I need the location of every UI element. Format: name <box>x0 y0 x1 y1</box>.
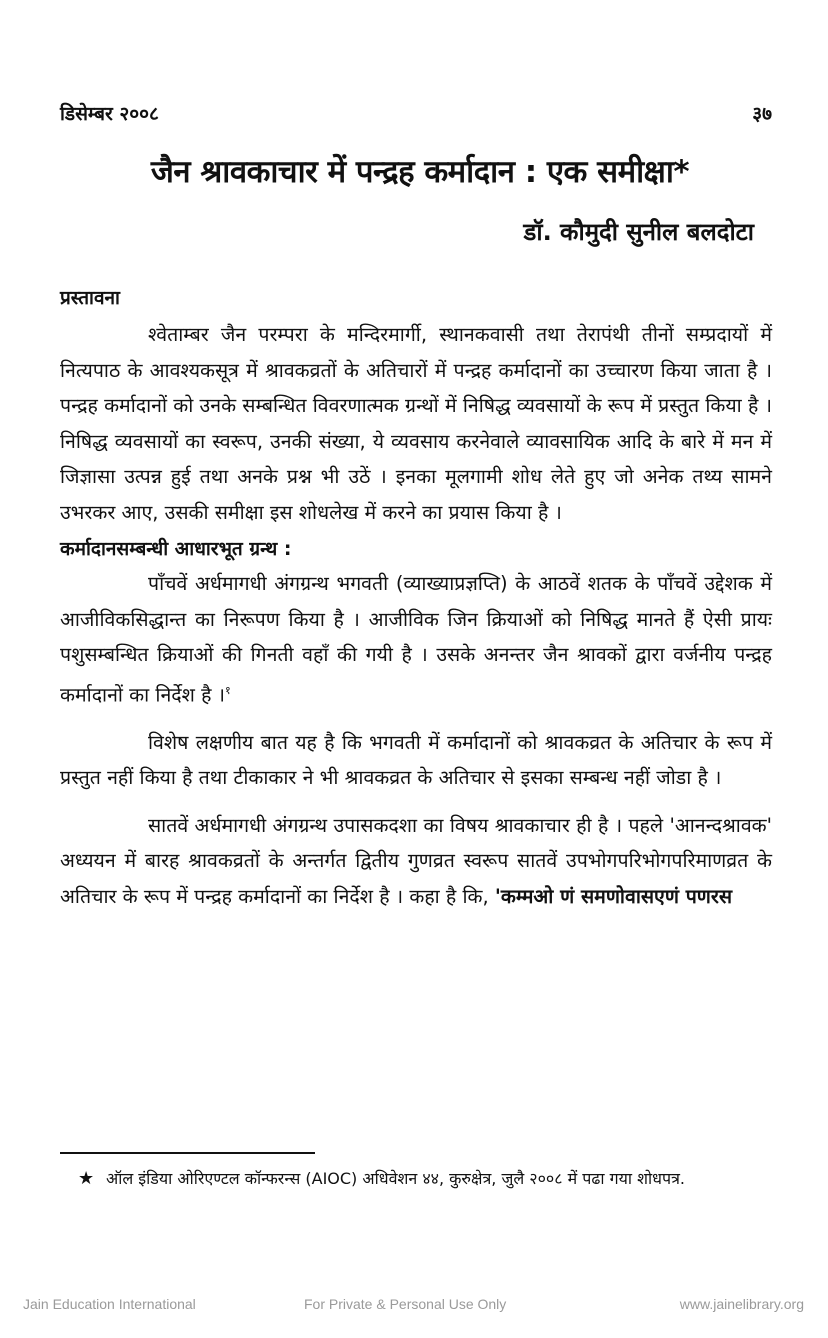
page-number: ३७ <box>752 103 772 125</box>
footnote <box>78 1165 778 1193</box>
prakrit-quote: 'कम्मओ णं समणोवासएणं पणरस <box>494 884 733 908</box>
paragraph <box>60 566 772 713</box>
paragraph: विशेष लक्षणीय बात यह है कि भगवती में कर्मादानों को श्रावकव्रत के अतिचार के रूप में प्रस्तुत नहीं किया है तथा टीकाकार ने भी श्रावकव्रत के अतिचार से इसका सम्बन्ध नहीं जोडा है । <box>60 730 772 789</box>
watermark-publisher: Jain Education International <box>23 1296 196 1312</box>
star-icon: ★ <box>78 1168 95 1189</box>
watermark-usage-notice: For Private & Personal Use Only <box>304 1296 507 1312</box>
footnote-reference[interactable]: १ <box>225 683 231 697</box>
article-title: जैन श्रावकाचार में पन्द्रह कर्मादान : एक समीक्षा* <box>150 154 690 190</box>
footnote-text: ऑल इंडिया ओरिएण्टल कॉन्फरन्स (AIOC) अधिवेशन ४४, कुरुक्षेत्र, जुलै २००८ में पढा गया शोधपत्र. <box>106 1169 686 1188</box>
section-heading-source-texts: कर्मादानसम्बन्धी आधारभूत ग्रन्थ : <box>60 538 292 560</box>
section-heading-introduction: प्रस्तावना <box>60 287 120 309</box>
article-body <box>60 283 772 914</box>
paragraph-text: सातवें अर्धमागधी अंगग्रन्थ उपासकदशा का विषय श्रावकाचार ही है । पहले 'आनन्दश्रावक' अध्ययन में बारह श्रावकव्रतों के अन्तर्गत द्वितीय गुणव्रत स्वरूप सातवें उपभोगपरिभोगपरिमाणव्रत के अतिचार के रूप में पन्द्रह कर्मादानों का निर्देश है । कहा है कि, <box>60 813 772 908</box>
running-header <box>60 100 772 126</box>
paragraph: श्वेताम्बर जैन परम्परा के मन्दिरमार्गी, स्थानकवासी तथा तेरापंथी तीनों सम्प्रदायों में नित्यपाठ के आवश्यकसूत्र में श्रावकव्रतों के अतिचारों में पन्द्रह कर्मादानों का उच्चारण किया जाता है । पन्द्रह कर्मादानों को उनके सम्बन्धित विवरणात्मक ग्रन्थों में निषिद्ध व्यवसायों के रूप में प्रस्तुत किया है । निषिद्ध व्यवसायों का स्वरूप, उनकी संख्या, ये व्यवसाय करनेवाले व्यावसायिक आदि के बारे में मन में जिज्ञासा उत्पन्न हुई तथा अनके प्रश्न भी उठें । इनका मूलगामी शोध लेते हुए जो अनेक तथ्य सामने उभरकर आए, उसकी समीक्षा इस शोधलेख में करने का प्रयास किया है । <box>60 323 772 524</box>
watermark-website-link[interactable]: www.jainelibrary.org <box>679 1296 804 1312</box>
footnote-divider <box>60 1152 315 1154</box>
issue-date: डिसेम्बर २००८ <box>60 103 159 125</box>
paragraph-text: पाँचवें अर्धमागधी अंगग्रन्थ भगवती (व्याख्याप्रज्ञप्ति) के आठवें शतक के पाँचवें उद्देशक में आजीविकसिद्धान्त का निरूपण किया है । आजीविक जिन क्रियाओं को निषिद्ध मानते हैं ऐसी प्रायः पशुसम्बन्धित क्रियाओं की गिनती वहाँ की गयी है । उसके अनन्तर जैन श्रावकों द्वारा वर्जनीय पन्द्रह कर्मादानों का निर्देश है । <box>60 572 772 706</box>
article-author: डॉ. कौमुदी सुनील बलदोटा <box>523 218 754 246</box>
paragraph <box>60 808 772 915</box>
